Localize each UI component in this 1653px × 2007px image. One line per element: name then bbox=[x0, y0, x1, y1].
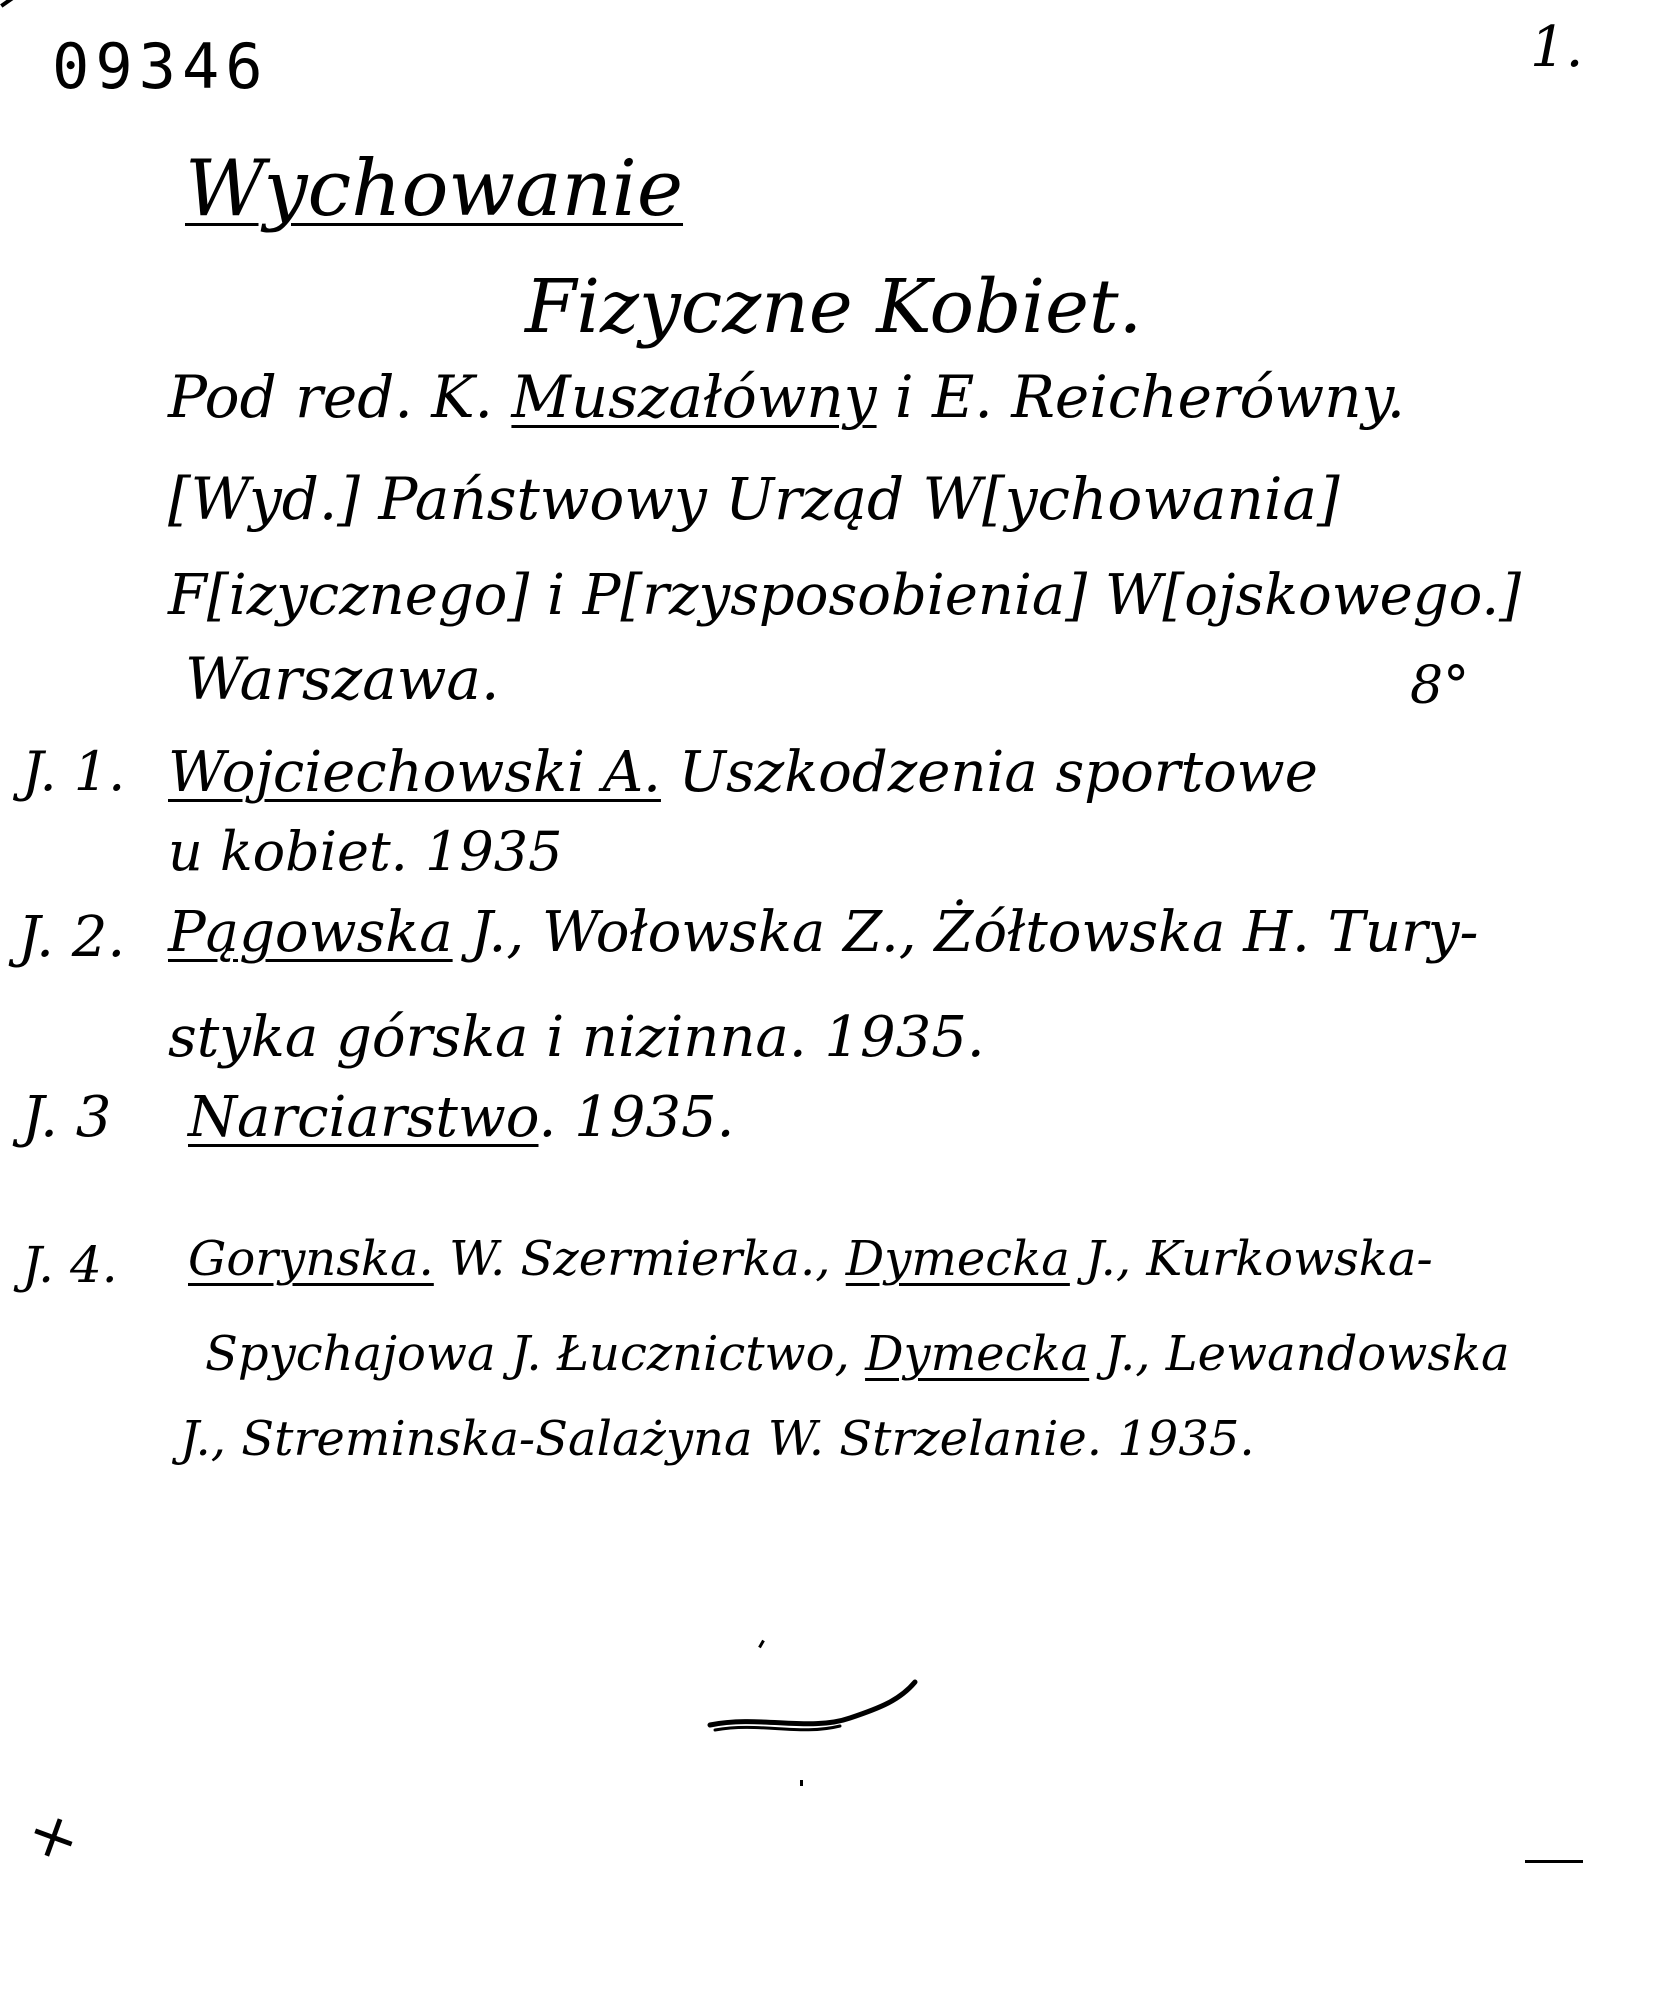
entry-4-author: Gorynska. bbox=[188, 1231, 434, 1287]
accession-number: 09346 bbox=[52, 30, 269, 103]
entry-1-line-2: u kobiet. 1935 bbox=[168, 820, 563, 883]
entry-2-line-2: styka górska i nizinna. 1935. bbox=[168, 1005, 985, 1070]
publisher-line-1: [Wyd.] Państwowy Urząd W[ychowania] bbox=[168, 465, 1340, 533]
bottom-right-dash bbox=[1525, 1860, 1583, 1863]
publisher-line-2: F[izycznego] i P[rzysposobienia] W[ojskowego.] bbox=[168, 563, 1522, 628]
entry-4-author-3: Dymecka bbox=[865, 1326, 1090, 1382]
place: Warszawa. bbox=[185, 645, 500, 713]
editors-prefix: Pod red. K. bbox=[168, 363, 493, 431]
entry-4-author-2: Dymecka bbox=[845, 1231, 1070, 1287]
editors-rest: i E. Reicherówny. bbox=[895, 363, 1406, 431]
page-number: 1. bbox=[1530, 15, 1584, 80]
entry-3-rest: . 1935. bbox=[538, 1085, 735, 1150]
title-line-2: Fizyczne Kobiet. bbox=[525, 264, 1143, 350]
entry-2-rest: J., Wołowska Z., Żółtowska H. Tury- bbox=[470, 900, 1479, 965]
editors-line bbox=[168, 363, 1406, 431]
entry-4-rest-1: W. Szermierka., bbox=[449, 1231, 831, 1287]
entry-4-rest-2: J., Kurkowska- bbox=[1085, 1231, 1433, 1287]
entry-3-line-1 bbox=[188, 1085, 735, 1150]
entry-2-author: Pągowska bbox=[168, 900, 453, 965]
speck-1 bbox=[758, 1640, 765, 1648]
corner-mark: + bbox=[17, 1792, 92, 1879]
format: 8° bbox=[1410, 656, 1470, 716]
entry-4-line-2a: Spychajowa J. Łucznictwo, bbox=[205, 1326, 850, 1382]
flourish-stroke bbox=[700, 1670, 940, 1750]
entry-1-id: J. 1. bbox=[22, 740, 126, 803]
corner-tick bbox=[0, 0, 14, 8]
entry-4-line-2 bbox=[205, 1326, 1510, 1382]
entry-3-id: J. 3 bbox=[22, 1085, 112, 1150]
entry-1-title: Uszkodzenia sportowe bbox=[678, 740, 1318, 805]
entry-2-id: J. 2. bbox=[18, 905, 126, 970]
entry-2-line-1 bbox=[168, 900, 1479, 965]
entry-4-line-1 bbox=[188, 1231, 1433, 1287]
title-line-1: Wychowanie bbox=[185, 144, 684, 234]
entry-1-line-1 bbox=[168, 740, 1318, 805]
entry-4-id: J. 4. bbox=[22, 1236, 118, 1294]
entry-1-author: Wojciechowski A. bbox=[168, 740, 661, 805]
entry-4-line-2b: J., Lewandowska bbox=[1104, 1326, 1510, 1382]
entry-4-line-3: J., Streminska-Salażyna W. Strzelanie. 1935. bbox=[180, 1411, 1255, 1467]
entry-3-author: Narciarstwo bbox=[188, 1085, 539, 1150]
speck-2 bbox=[800, 1780, 803, 1786]
editor-name-1: Muszałówny bbox=[511, 363, 877, 431]
